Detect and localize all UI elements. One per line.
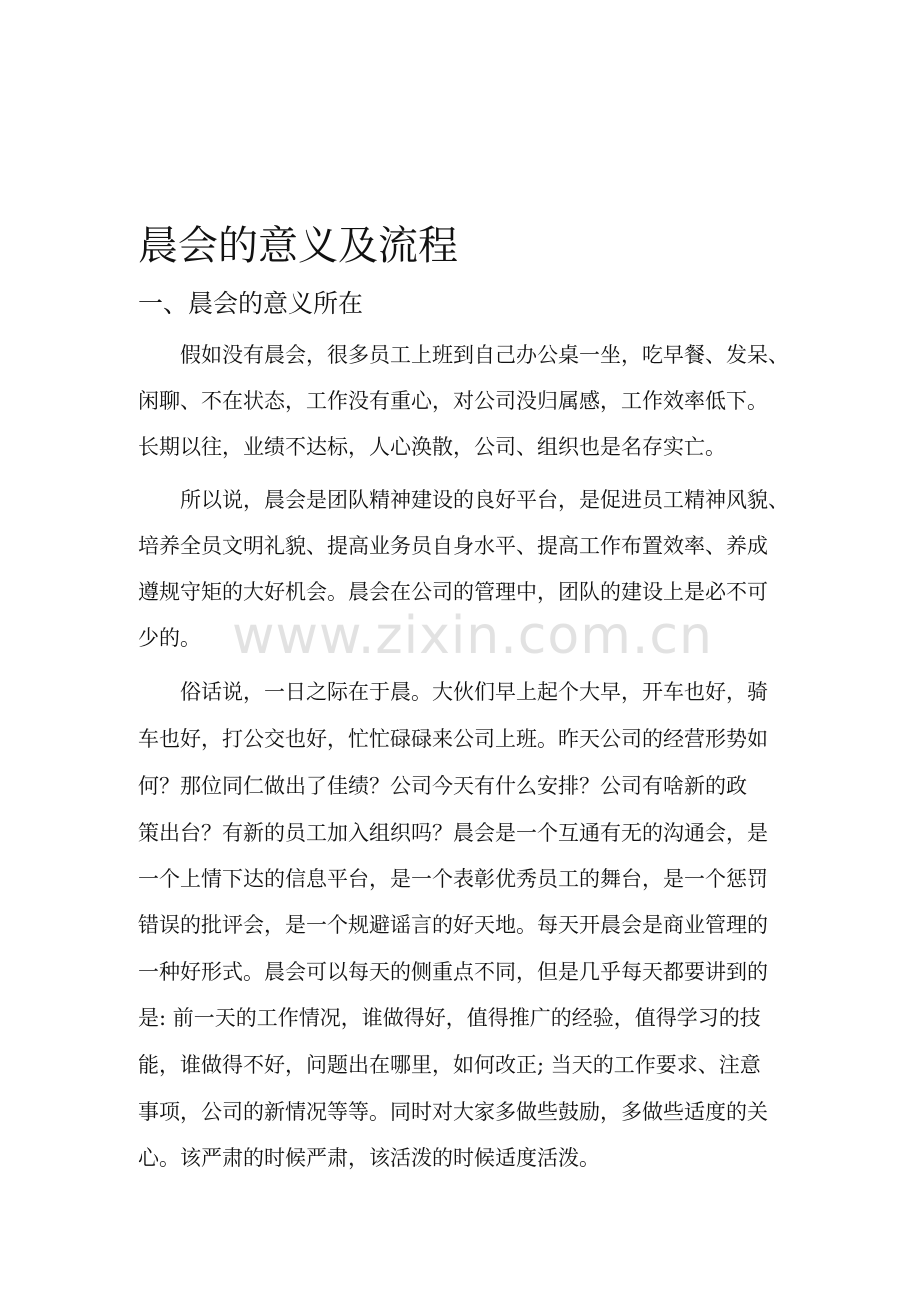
body-line: 闲聊、不在状态，工作没有重心，对公司没归属感，工作效率低下。 (138, 389, 768, 413)
body-line: 长期以往，业绩不达标，人心涣散，公司、组织也是名存实亡。 (138, 435, 726, 459)
section-heading: 一、晨会的意义所在 (138, 289, 364, 318)
body-line: 所以说，晨会是团队精神建设的良好平台，是促进员工精神风貌、 (180, 488, 789, 512)
body-line: 是: 前一天的工作情况，谁做得好，值得推广的经验，值得学习的技 (138, 1006, 761, 1030)
body-line: 遵规守矩的大好机会。晨会在公司的管理中，团队的建设上是必不可 (138, 580, 768, 604)
document-title: 晨会的意义及流程 (138, 223, 458, 269)
watermark: www.zixin.com.cn (232, 606, 713, 666)
body-line: 错误的批评会，是一个规避谣言的好天地。每天开晨会是商业管理的 (138, 913, 768, 937)
body-line: 事项，公司的新情况等等。同时对大家多做些鼓励，多做些适度的关 (138, 1100, 768, 1124)
body-line: 少的。 (138, 626, 201, 650)
body-line: 心。该严肃的时候严肃，该活泼的时候适度活泼。 (138, 1146, 600, 1170)
body-line: 假如没有晨会，很多员工上班到自己办公桌一坐，吃早餐、发呆、 (180, 343, 789, 367)
body-line: 何？那位同仁做出了佳绩？公司今天有什么安排？公司有啥新的政 (138, 774, 747, 798)
body-line: 能，谁做得不好，问题出在哪里，如何改正; 当天的工作要求、注意 (138, 1053, 761, 1077)
body-line: 俗话说，一日之际在于晨。大伙们早上起个大早，开车也好，骑 (180, 680, 768, 704)
body-line: 一种好形式。晨会可以每天的侧重点不同，但是几乎每天都要讲到的 (138, 960, 768, 984)
body-line: 一个上情下达的信息平台，是一个表彰优秀员工的舞台，是一个惩罚 (138, 867, 768, 891)
body-line: 培养全员文明礼貌、提高业务员自身水平、提高工作布置效率、养成 (138, 534, 768, 558)
body-line: 车也好，打公交也好，忙忙碌碌来公司上班。昨天公司的经营形势如 (138, 727, 768, 751)
body-line: 策出台？有新的员工加入组织吗？晨会是一个互通有无的沟通会，是 (138, 821, 768, 845)
